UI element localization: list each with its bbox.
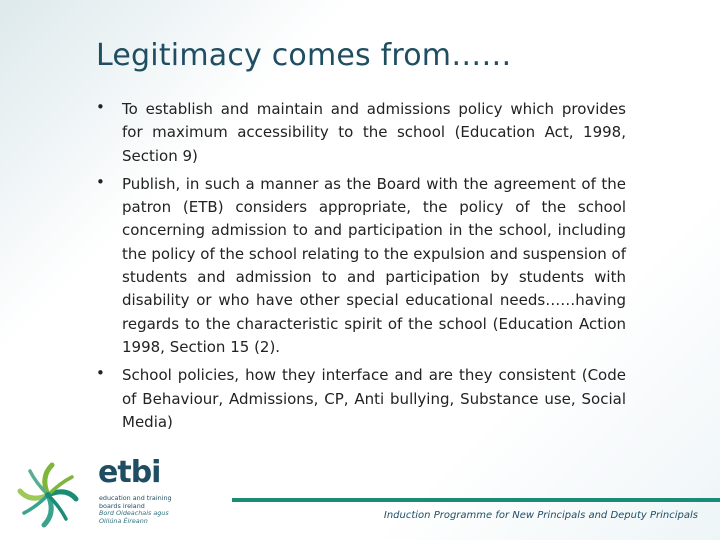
bullet-icon: •: [96, 98, 105, 116]
bullet-text: To establish and maintain and admissions policy which provides for maximum accessibility to the school (Education Act, 1998, Section 9): [122, 100, 626, 165]
bullet-item: [96, 98, 626, 168]
footer-divider: [232, 498, 720, 502]
bullet-icon: •: [96, 364, 105, 383]
footer-caption: Induction Programme for New Principals and Deputy Principals: [383, 510, 698, 521]
slide-title: Legitimacy comes from……: [96, 38, 512, 73]
etbi-logo: [10, 455, 170, 535]
bullet-item: [96, 364, 626, 434]
logo-wordmark: etbi: [98, 455, 161, 490]
logo-line-4: Oiliúna Éireann: [99, 516, 148, 525]
bullet-item: [96, 173, 626, 359]
bullet-list: [96, 98, 626, 440]
logo-line-2: boards ireland: [99, 501, 145, 510]
logo-line-1: education and training: [99, 494, 172, 502]
bullet-text: Publish, in such a manner as the Board with the agreement of the patron (ETB) considers appropriate, the policy of the school concerning admission to and participation in the school, including the policy of the school relating to the expulsion and suspension of students and admission to and participation by students with disability or who have other special educational needs……having regards to the characteristic spirit of the school (Education Action 1998, Section 15 (2).: [122, 174, 627, 356]
logo-line-3: Bord Oideachais agus: [99, 509, 169, 517]
bullet-text: School policies, how they interface and are they consistent (Code of Behaviour, Admissions, CP, Anti bullying, Substance use, Social Media): [122, 366, 626, 431]
bullet-icon: •: [96, 172, 105, 191]
etbi-swirl-icon: [10, 457, 86, 533]
